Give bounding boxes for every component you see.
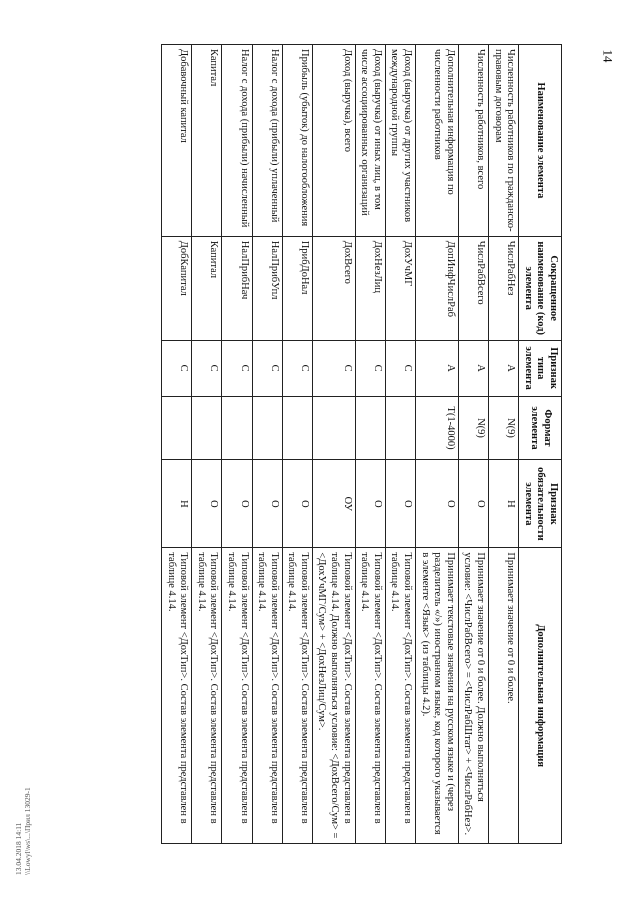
table-row bbox=[489, 45, 519, 844]
cell-name: Налог с дохода (прибыли) уплаченный bbox=[252, 45, 282, 237]
cell-required: О bbox=[355, 460, 385, 548]
cell-info: Принимает текстовые значения на русском языке и (через разделитель «/») иностранном языке, код которого указывается в элементе <Язык> (из таблицы 4.2). bbox=[416, 548, 459, 844]
cell-type: С bbox=[192, 340, 222, 396]
cell-name: Доход (выручка), всего bbox=[312, 45, 355, 237]
cell-format bbox=[161, 396, 191, 460]
cell-type: С bbox=[385, 340, 415, 396]
cell-format bbox=[312, 396, 355, 460]
cell-code: ДохВсего bbox=[312, 236, 355, 340]
cell-info: Типовой элемент <ДохТип>. Состав элемента представлен в таблице 4.14. bbox=[252, 548, 282, 844]
footer-line: 13.04.2018 14:11 bbox=[14, 822, 23, 875]
header-required: Признак обязательности элемента bbox=[519, 460, 562, 548]
cell-name: Добавочный капитал bbox=[161, 45, 191, 237]
cell-code: ДобКапитал bbox=[161, 236, 191, 340]
header-info: Дополнительная информация bbox=[519, 548, 562, 844]
cell-format bbox=[252, 396, 282, 460]
table-row bbox=[416, 45, 459, 844]
cell-format: N(9) bbox=[458, 396, 488, 460]
cell-required: О bbox=[192, 460, 222, 548]
cell-info: Типовой элемент <ДохТип>. Состав элемента представлен в таблице 4.14. bbox=[355, 548, 385, 844]
table-header-row bbox=[519, 45, 562, 844]
cell-code: НалПрибНач bbox=[222, 236, 252, 340]
cell-type: С bbox=[252, 340, 282, 396]
cell-info: Принимает значение от 0 и более. Должно выполняться условие: <ЧислРабВсего> = <ЧислРабШтат> + <ЧислРабНез>. bbox=[458, 548, 488, 844]
cell-code: ЧислРабВсего bbox=[458, 236, 488, 340]
table-row bbox=[192, 45, 222, 844]
cell-code: ЧислРабНез bbox=[489, 236, 519, 340]
cell-type: А bbox=[489, 340, 519, 396]
table-row bbox=[385, 45, 415, 844]
cell-required: О bbox=[252, 460, 282, 548]
cell-name: Численность работников, всего bbox=[458, 45, 488, 237]
cell-type: С bbox=[161, 340, 191, 396]
cell-info: Типовой элемент <ДохТип>. Состав элемента представлен в таблице 4.14. bbox=[192, 548, 222, 844]
cell-format bbox=[282, 396, 312, 460]
cell-name: Налог с дохода (прибыли) начисленный bbox=[222, 45, 252, 237]
table-row bbox=[222, 45, 252, 844]
cell-required: Н bbox=[489, 460, 519, 548]
cell-type: С bbox=[282, 340, 312, 396]
cell-code: ПрибДоНал bbox=[282, 236, 312, 340]
cell-required: О bbox=[222, 460, 252, 548]
cell-info: Типовой элемент <ДохТип>. Состав элемента представлен в таблице 4.14. bbox=[222, 548, 252, 844]
cell-required: ОУ bbox=[312, 460, 355, 548]
cell-required: О bbox=[416, 460, 459, 548]
cell-type: С bbox=[222, 340, 252, 396]
table-row bbox=[252, 45, 282, 844]
cell-name: Прибыль (убыток) до налогообложения bbox=[282, 45, 312, 237]
table-row bbox=[355, 45, 385, 844]
cell-name: Доход (выручка) от других участников международной группы bbox=[385, 45, 415, 237]
cell-name: Доход (выручка) от иных лиц, в том числе ассоциированных организаций bbox=[355, 45, 385, 237]
cell-format: N(9) bbox=[489, 396, 519, 460]
table-row bbox=[161, 45, 191, 844]
cell-info: Типовой элемент <ДохТип>. Состав элемента представлен в таблице 4.14. Должно выполняться условие: <ДохВсего/Сум> = <ДохУчМГ/Сум> + <ДохНезЛиц/Сум>. bbox=[312, 548, 355, 844]
cell-name: Дополнительная информация по численности работников bbox=[416, 45, 459, 237]
elements-table bbox=[161, 44, 562, 844]
cell-format bbox=[222, 396, 252, 460]
header-type: Признак типа элемента bbox=[519, 340, 562, 396]
table-row bbox=[458, 45, 488, 844]
cell-code: ДохУчМГ bbox=[385, 236, 415, 340]
footer-line: \\Lowyl\ws\...\Прил 13029-1 bbox=[23, 787, 32, 875]
cell-type: А bbox=[416, 340, 459, 396]
cell-format bbox=[192, 396, 222, 460]
cell-format bbox=[355, 396, 385, 460]
cell-format bbox=[385, 396, 415, 460]
table-row bbox=[282, 45, 312, 844]
cell-name: Численность работников по гражданско-правовым договорам bbox=[489, 45, 519, 237]
cell-required: Н bbox=[161, 460, 191, 548]
cell-code: ДохНезЛиц bbox=[355, 236, 385, 340]
cell-type: С bbox=[312, 340, 355, 396]
cell-info: Типовой элемент <ДохТип>. Состав элемента представлен в таблице 4.14. bbox=[282, 548, 312, 844]
cell-required: О bbox=[282, 460, 312, 548]
cell-format: T(1-4000) bbox=[416, 396, 459, 460]
header-code: Сокращенное наименование (код) элемента bbox=[519, 236, 562, 340]
rotated-table-wrapper bbox=[106, 44, 562, 844]
cell-type: С bbox=[355, 340, 385, 396]
cell-type: А bbox=[458, 340, 488, 396]
header-format: Формат элемента bbox=[519, 396, 562, 460]
cell-required: О bbox=[458, 460, 488, 548]
cell-code: ДопИнфЧислРаб bbox=[416, 236, 459, 340]
cell-info: Типовой элемент <ДохТип>. Состав элемента представлен в таблице 4.14. bbox=[385, 548, 415, 844]
cell-name: Капитал bbox=[192, 45, 222, 237]
header-name: Наименование элемента bbox=[519, 45, 562, 237]
page-number: 14 bbox=[600, 49, 616, 63]
cell-code: Капитал bbox=[192, 236, 222, 340]
cell-info: Типовой элемент <ДохТип>. Состав элемента представлен в таблице 4.14. bbox=[161, 548, 191, 844]
table-row bbox=[312, 45, 355, 844]
cell-info: Принимает значение от 0 и более. bbox=[489, 548, 519, 844]
cell-code: НалПрибУпл bbox=[252, 236, 282, 340]
cell-required: О bbox=[385, 460, 415, 548]
